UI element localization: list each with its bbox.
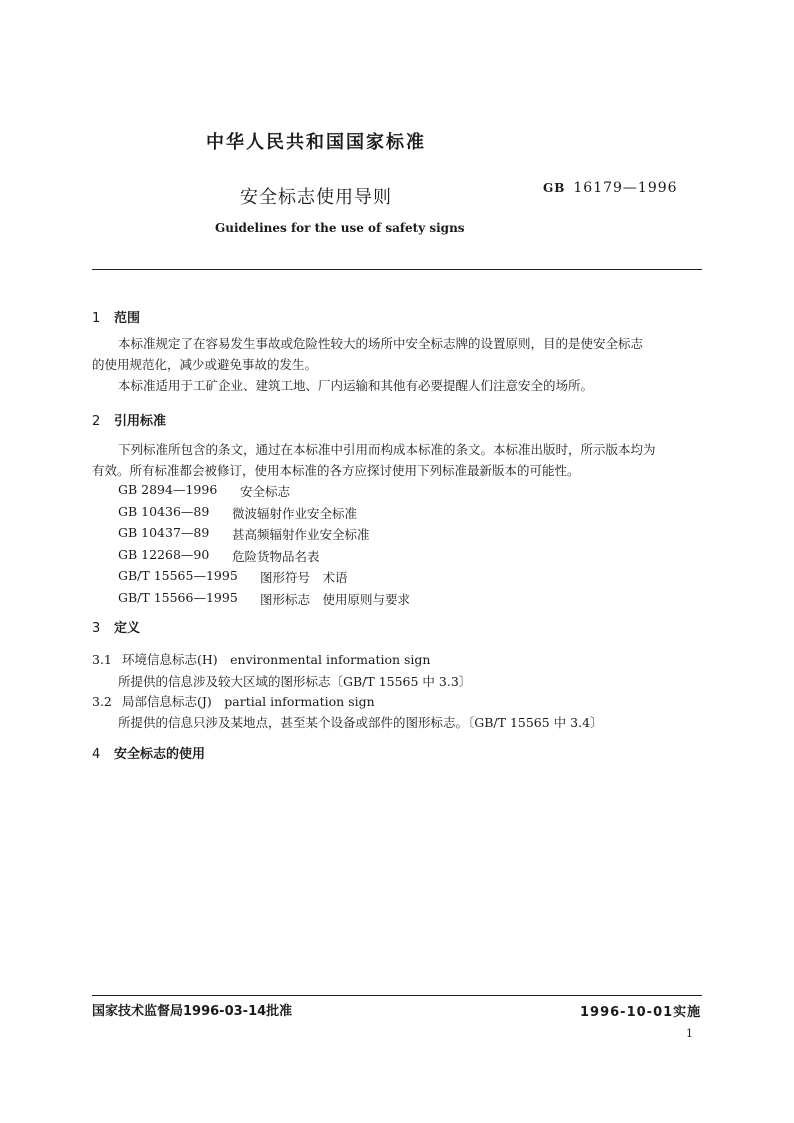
reference-item — [118, 482, 410, 504]
approval-line: 国家技术监督局1996-03-14批准 — [92, 1004, 293, 1019]
reference-code: GB 12268—90 — [118, 546, 210, 562]
standard-type-heading: 中华人民共和国国家标准 — [206, 132, 426, 153]
reference-name: 微波辐射作业安全标准 — [232, 505, 358, 521]
implementation-date: 1996-10-01实施 — [580, 1005, 702, 1020]
section-2-title: 引用标准 — [114, 414, 167, 429]
bottom-divider — [92, 995, 702, 996]
section-2-heading — [92, 410, 166, 429]
reference-item — [118, 504, 410, 526]
standard-code-number: 16179—1996 — [573, 180, 678, 196]
section-3-heading — [92, 617, 140, 636]
section-2-para-line-1: 下列标准所包含的条文，通过在本标准中引用而构成本标准的条文。本标准出版时，所示版本均为 — [118, 442, 656, 457]
section-4-title: 安全标志的使用 — [114, 747, 206, 762]
definition-3-2-text: 所提供的信息只涉及某地点，甚至某个设备或部件的图形标志。〔GB/T 15565 中 3.4〕 — [118, 715, 603, 730]
reference-code: GB 10436—89 — [118, 503, 210, 519]
reference-item — [118, 547, 410, 569]
reference-name: 甚高频辐射作业安全标准 — [232, 527, 370, 542]
reference-item — [118, 568, 410, 590]
standard-code — [543, 180, 678, 196]
reference-code: GB 2894—1996 — [118, 482, 218, 497]
document-title-cn: 安全标志使用导则 — [240, 187, 392, 208]
definition-3-1-heading — [92, 650, 430, 668]
section-3-title: 定义 — [114, 621, 141, 636]
reference-code: GB 10437—89 — [118, 525, 210, 540]
reference-name: 危险货物品名表 — [232, 548, 320, 564]
section-3-number: 3 — [92, 621, 101, 636]
section-4-number: 4 — [92, 747, 101, 762]
definition-3-2-title: 局部信息标志(J) partial information sign — [122, 694, 375, 709]
section-1-para-1-line-1: 本标准规定了在容易发生事故或危险性较大的场所中安全标志牌的设置原则，目的是使安全标志 — [118, 336, 644, 351]
document-title-en: Guidelines for the use of safety signs — [215, 221, 465, 235]
section-1-para-1-line-2: 的使用规范化，减少或避免事故的发生。 — [92, 357, 318, 372]
definition-3-1-title: 环境信息标志(H) environmental information sign — [122, 652, 431, 667]
section-1-heading — [92, 307, 140, 326]
standard-code-prefix: GB — [543, 181, 566, 195]
definition-3-1-number: 3.1 — [92, 652, 112, 667]
section-4-heading — [92, 743, 205, 762]
reference-name: 图形标志 使用原则与要求 — [260, 591, 411, 607]
reference-code: GB/T 15565—1995 — [118, 568, 238, 583]
definition-3-1-text: 所提供的信息涉及较大区域的图形标志〔GB/T 15565 中 3.3〕 — [118, 674, 472, 689]
section-1-title: 范围 — [114, 311, 141, 326]
definition-3-2-heading — [92, 692, 375, 710]
reference-name: 安全标志 — [240, 484, 291, 499]
section-2-number: 2 — [92, 414, 101, 429]
reference-item — [118, 525, 410, 547]
referenced-standards-list — [118, 482, 410, 611]
section-1-number: 1 — [92, 311, 101, 326]
page-number: 1 — [686, 1027, 693, 1040]
top-divider — [92, 269, 702, 270]
section-1-para-2: 本标准适用于工矿企业、建筑工地、厂内运输和其他有必要提醒人们注意安全的场所。 — [118, 378, 594, 393]
reference-item — [118, 590, 410, 612]
definition-3-2-number: 3.2 — [92, 694, 112, 709]
section-2-para-line-2: 有效。所有标准都会被修订，使用本标准的各方应探讨使用下列标准最新版本的可能性。 — [92, 463, 580, 478]
reference-code: GB/T 15566—1995 — [118, 589, 238, 605]
reference-name: 图形符号 术语 — [260, 570, 348, 585]
